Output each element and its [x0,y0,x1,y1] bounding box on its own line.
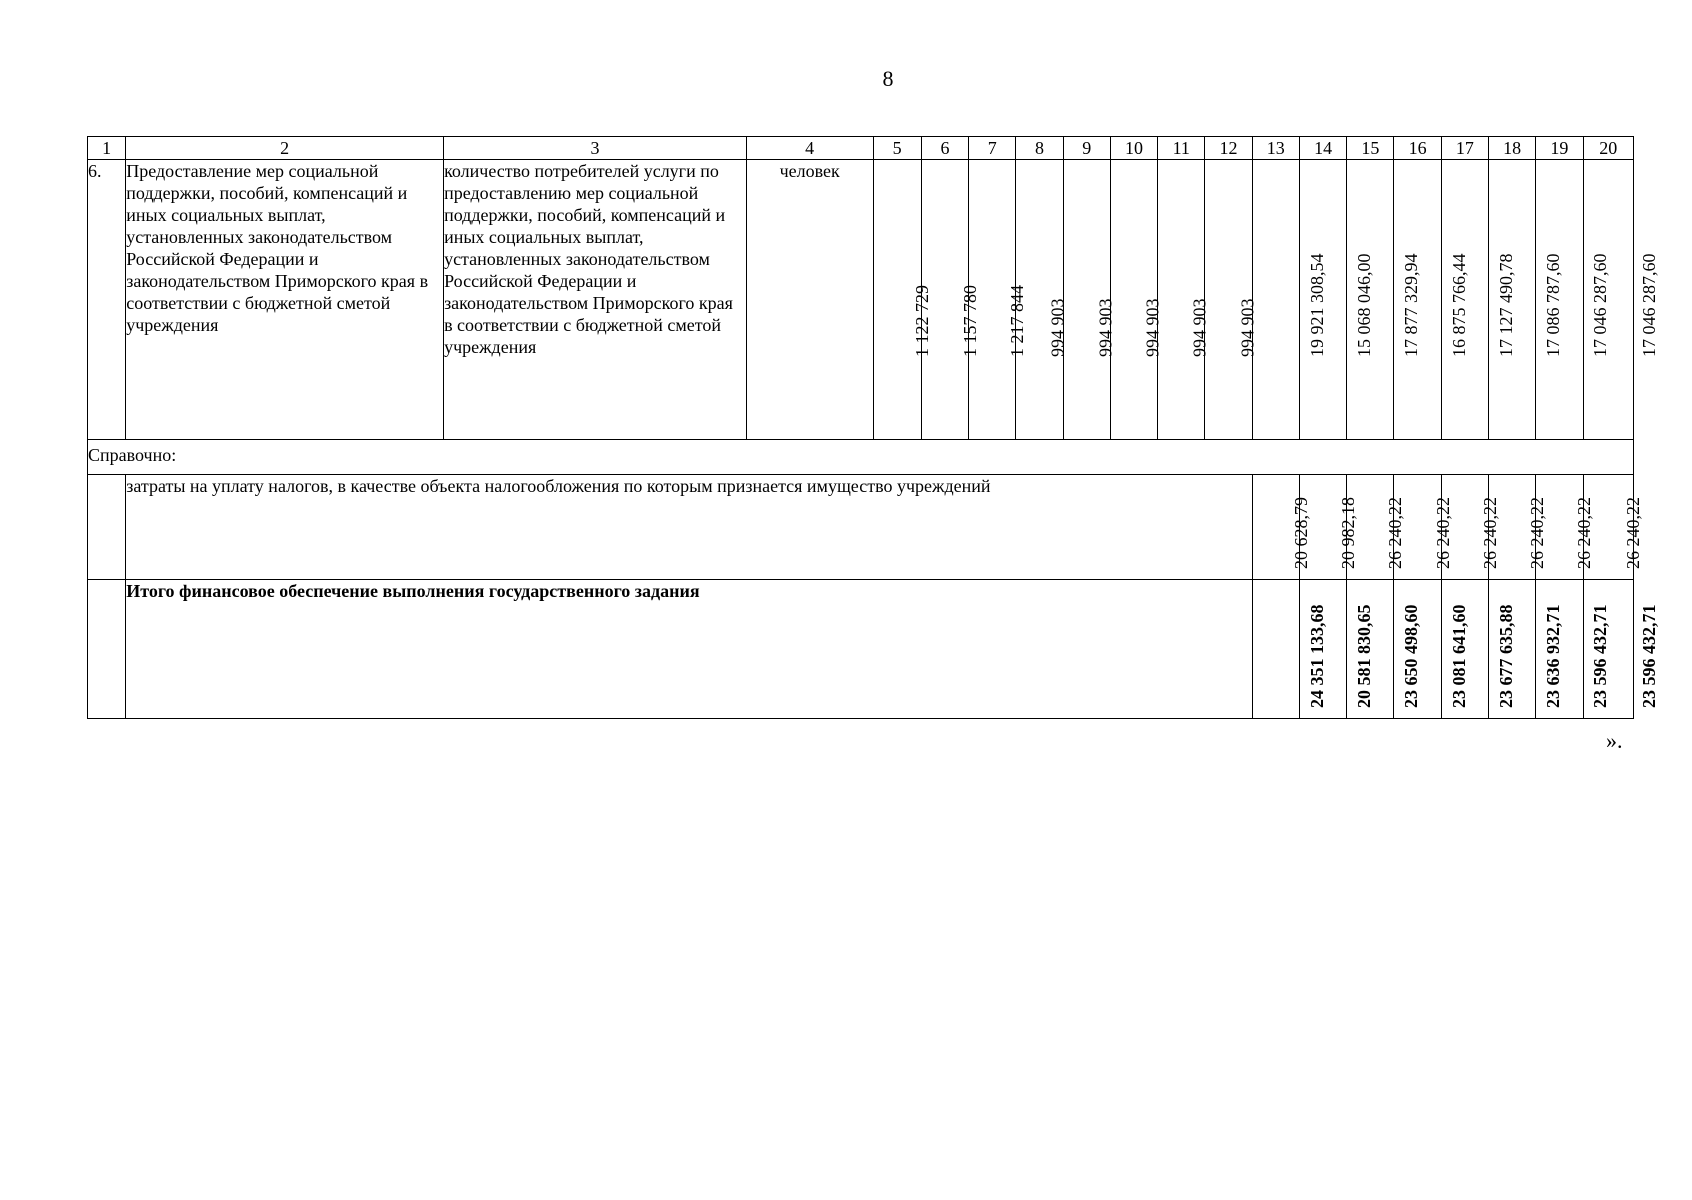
value-cell [1299,475,1359,580]
value-cell [1536,475,1595,580]
value-cell [1063,160,1115,440]
value-cell [1252,160,1327,440]
total-value-cell [1347,580,1422,719]
value-cell [1583,160,1660,440]
value-cell [1536,160,1611,440]
value-cell [1394,160,1469,440]
total-value-cell [1583,580,1660,719]
header-col: 7 [969,137,1016,160]
value-text: 26 240,22 [1479,497,1500,569]
value-text: 26 240,22 [1432,497,1453,569]
value-text: 1 122 729 [912,285,933,357]
service-name: Предоставление мер социальной поддержки, пособий, компенсаций и иных социальных выплат, установленных законодательством Российской Федерации и законодательством Приморского края в соответствии с бюджетной сметой учреждения [126,160,444,440]
value-text: 994 903 [1142,298,1163,357]
total-value-text: 24 351 133,68 [1306,604,1327,708]
indicator-name: количество потребителей услуги по предоставлению мер социальной поддержки, пособий, компенсаций и иных социальных выплат, установленных законодательством Российской Федерации и законодательством Приморского края в соответствии с бюджетной сметой учреждения [444,160,747,440]
header-col: 18 [1489,137,1536,160]
reference-row [88,440,1634,475]
header-col: 11 [1158,137,1205,160]
header-col: 6 [921,137,968,160]
total-value-cell [1441,580,1516,719]
value-cell [873,160,933,440]
header-col: 8 [1016,137,1063,160]
value-text: 994 903 [1189,298,1210,357]
header-col: 15 [1347,137,1394,160]
page-number: 8 [882,66,894,91]
budget-table [87,136,1660,719]
value-text: 26 240,22 [1574,497,1595,569]
total-value-cell [1489,580,1563,719]
value-text: 19 921 308,54 [1306,253,1327,357]
total-value-text: 23 650 498,60 [1401,604,1422,708]
value-cell [1158,160,1210,440]
total-value-cell [1252,580,1327,719]
value-text: 20 628,79 [1290,497,1311,569]
header-col: 5 [873,137,921,160]
total-value-text: 23 081 641,60 [1448,604,1469,708]
value-cell [1441,160,1516,440]
value-text: 17 046 287,60 [1639,253,1660,357]
value-text: 17 877 329,94 [1401,253,1422,357]
reference-label: Справочно: [88,440,1634,475]
header-col: 16 [1394,137,1441,160]
total-value-text: 20 581 830,65 [1353,604,1374,708]
value-text: 26 240,22 [1385,497,1406,569]
header-col: 2 [126,137,444,160]
value-cell [1394,475,1453,580]
value-cell [1252,475,1311,580]
value-cell [1583,475,1644,580]
closing-quote: ». [1606,728,1623,753]
value-cell [1016,160,1068,440]
header-col: 17 [1441,137,1488,160]
unit: человек [746,160,873,440]
header-col: 19 [1536,137,1583,160]
value-text: 17 086 787,60 [1542,253,1563,357]
header-col: 20 [1583,137,1633,160]
value-cell [969,160,1028,440]
header-col: 4 [746,137,873,160]
value-cell [1347,475,1406,580]
total-value-cell [1394,580,1469,719]
tax-row [88,475,1634,580]
value-text: 994 903 [1047,298,1068,357]
value-cell [1489,475,1548,580]
total-label: Итого финансовое обеспечение выполнения государственного задания [126,580,1252,719]
value-cell [921,160,980,440]
value-text: 26 240,22 [1527,497,1548,569]
value-text: 20 982,18 [1338,497,1359,569]
header-col: 14 [1299,137,1346,160]
value-text: 16 875 766,44 [1448,253,1469,357]
total-value-cell [1299,580,1374,719]
value-cell [1347,160,1422,440]
total-value-text: 23 636 932,71 [1542,604,1563,708]
empty-cell [88,475,126,580]
header-col: 3 [444,137,747,160]
value-text: 994 903 [1236,298,1257,357]
header-col: 1 [88,137,126,160]
value-cell [1489,160,1563,440]
row-number: 6. [88,160,126,440]
total-value-cell [1536,580,1611,719]
value-text: 15 068 046,00 [1353,253,1374,357]
value-text: 26 240,22 [1623,497,1644,569]
value-text: 994 903 [1094,298,1115,357]
total-row [88,580,1634,719]
total-value-text: 23 596 432,71 [1639,604,1660,708]
tax-label: затраты на уплату налогов, в качестве объекта налогообложения по которым признается имущество учреждений [126,475,1252,580]
header-col: 9 [1063,137,1110,160]
total-value-text: 23 596 432,71 [1590,604,1611,708]
service-row-6 [88,160,1634,440]
header-col: 10 [1110,137,1157,160]
total-value-text: 23 677 635,88 [1495,604,1516,708]
value-text: 1 217 844 [1007,285,1028,357]
value-cell [1205,160,1257,440]
value-cell [1299,160,1374,440]
value-cell [1110,160,1163,440]
header-col: 12 [1205,137,1252,160]
value-cell [1441,475,1500,580]
header-col: 13 [1252,137,1299,160]
column-number-header [88,137,1634,160]
value-text: 17 046 287,60 [1590,253,1611,357]
value-text: 17 127 490,78 [1495,253,1516,357]
value-text: 1 157 780 [959,285,980,357]
empty-cell [88,580,126,719]
